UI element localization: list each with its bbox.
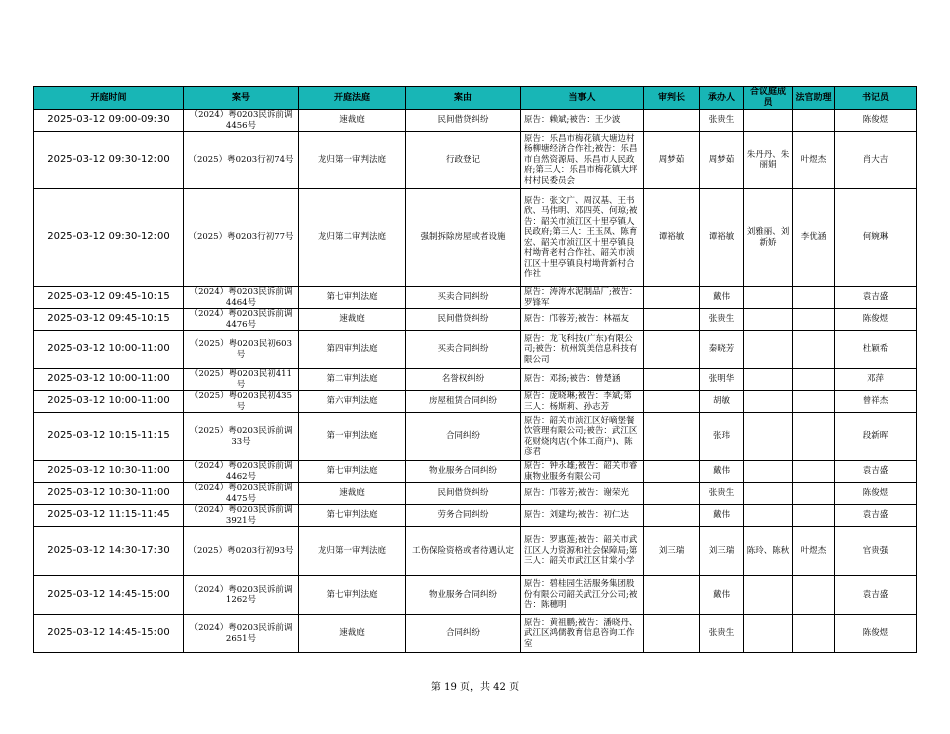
cell-case-no: （2024）粤0203民诉前调4476号: [184, 309, 299, 331]
header-row: [34, 87, 917, 110]
cell-court: 龙归第一审判法庭: [299, 132, 406, 189]
cell-handler: 张贵生: [700, 309, 744, 331]
table-row: [34, 391, 917, 413]
cell-assistant: [793, 505, 835, 527]
header-parties: 当事人: [521, 87, 644, 110]
cell-time: 2025-03-12 11:15-11:45: [34, 505, 184, 527]
cell-cause: 买卖合同纠纷: [406, 287, 521, 309]
cell-clerk: 袁吉盛: [835, 287, 917, 309]
cell-clerk: 陈俊煜: [835, 483, 917, 505]
table-row: [34, 576, 917, 615]
cell-handler: 秦晓芳: [700, 331, 744, 369]
cell-panel: [744, 331, 793, 369]
cell-clerk: 陈俊煜: [835, 110, 917, 132]
cell-case-no: （2024）粤0203民诉前调4475号: [184, 483, 299, 505]
cell-parties: 原告：邝蓉芳;被告：林福友: [521, 309, 644, 331]
header-presiding: 审判长: [644, 87, 700, 110]
cell-handler: 张贵生: [700, 615, 744, 653]
table-row: [34, 615, 917, 653]
cell-time: 2025-03-12 10:00-11:00: [34, 369, 184, 391]
cell-handler: 张明华: [700, 369, 744, 391]
cell-parties: 原告：碧桂园生活服务集团股份有限公司韶关武江分公司;被告：陈穗明: [521, 576, 644, 615]
header-assistant: 法官助理: [793, 87, 835, 110]
cell-panel: 刘雅丽、刘新娇: [744, 189, 793, 287]
cell-court: 速裁庭: [299, 615, 406, 653]
cell-handler: 谭裕敏: [700, 189, 744, 287]
cell-court: 第四审判法庭: [299, 331, 406, 369]
cell-presiding: [644, 391, 700, 413]
cell-time: 2025-03-12 10:30-11:00: [34, 461, 184, 483]
cell-assistant: [793, 391, 835, 413]
cell-handler: 戴伟: [700, 576, 744, 615]
cell-cause: 工伤保险资格或者待遇认定: [406, 527, 521, 576]
cell-cause: 民间借贷纠纷: [406, 110, 521, 132]
cell-presiding: [644, 576, 700, 615]
cell-parties: 原告：黄祖鹏;被告：潘晓丹、武江区鸿儒教育信息咨询工作室: [521, 615, 644, 653]
cell-time: 2025-03-12 14:30-17:30: [34, 527, 184, 576]
cell-clerk: 袁吉盛: [835, 505, 917, 527]
cell-court: 龙归第一审判法庭: [299, 527, 406, 576]
cell-cause: 合同纠纷: [406, 615, 521, 653]
cell-court: 第六审判法庭: [299, 391, 406, 413]
cell-parties: 原告：庞晓琳;被告：李斌;第三人：杨斯莉、孙志芳: [521, 391, 644, 413]
table-row: [34, 287, 917, 309]
cell-presiding: [644, 110, 700, 132]
cell-time: 2025-03-12 10:00-11:00: [34, 391, 184, 413]
cell-time: 2025-03-12 09:45-10:15: [34, 309, 184, 331]
cell-court: 速裁庭: [299, 483, 406, 505]
cell-assistant: [793, 309, 835, 331]
cell-cause: 民间借贷纠纷: [406, 483, 521, 505]
cell-time: 2025-03-12 10:00-11:00: [34, 331, 184, 369]
header-time: 开庭时间: [34, 87, 184, 110]
cell-presiding: [644, 331, 700, 369]
cell-clerk: 曾祥杰: [835, 391, 917, 413]
cell-case-no: （2024）粤0203民诉前调4464号: [184, 287, 299, 309]
cell-panel: [744, 413, 793, 461]
table-row: [34, 505, 917, 527]
header-panel: 合议庭成员: [744, 87, 793, 110]
cell-cause: 强制拆除房屋或者设施: [406, 189, 521, 287]
cell-presiding: [644, 461, 700, 483]
cell-assistant: [793, 615, 835, 653]
cell-panel: [744, 369, 793, 391]
header-case-no: 案号: [184, 87, 299, 110]
cell-handler: 刘三瑞: [700, 527, 744, 576]
cell-case-no: （2025）粤0203行初77号: [184, 189, 299, 287]
cell-panel: [744, 287, 793, 309]
page-footer: 第 19 页，共 42 页: [430, 682, 520, 693]
cell-case-no: （2024）粤0203民诉前调3921号: [184, 505, 299, 527]
cell-presiding: 刘三瑞: [644, 527, 700, 576]
cell-handler: 张玮: [700, 413, 744, 461]
header-handler: 承办人: [700, 87, 744, 110]
cell-time: 2025-03-12 10:15-11:15: [34, 413, 184, 461]
header-cause: 案由: [406, 87, 521, 110]
cell-clerk: 杜颖希: [835, 331, 917, 369]
cell-court: 第二审判法庭: [299, 369, 406, 391]
cell-clerk: 何婉琳: [835, 189, 917, 287]
cell-handler: 胡敏: [700, 391, 744, 413]
cell-case-no: （2025）粤0203行初93号: [184, 527, 299, 576]
cell-court: 第七审判法庭: [299, 461, 406, 483]
cell-clerk: 官贵强: [835, 527, 917, 576]
cell-assistant: [793, 413, 835, 461]
hearing-schedule-table: [33, 86, 917, 653]
table-row: [34, 527, 917, 576]
cell-assistant: 李优涵: [793, 189, 835, 287]
cell-time: 2025-03-12 14:45-15:00: [34, 576, 184, 615]
cell-assistant: [793, 369, 835, 391]
cell-case-no: （2025）粤0203民诉前调33号: [184, 413, 299, 461]
cell-panel: [744, 505, 793, 527]
cell-parties: 原告：龙飞科技(广东)有限公司;被告：杭州筑美信息科技有限公司: [521, 331, 644, 369]
cell-case-no: （2024）粤0203民诉前调1262号: [184, 576, 299, 615]
cell-parties: 原告：乐昌市梅花镇大塘边村杨柳塘经济合作社;被告：乐昌市自然资源局、乐昌市人民政府;第三人：乐昌市梅花镇大坪村村民委员会: [521, 132, 644, 189]
cell-time: 2025-03-12 14:45-15:00: [34, 615, 184, 653]
cell-court: 第一审判法庭: [299, 413, 406, 461]
cell-court: 第七审判法庭: [299, 576, 406, 615]
cell-assistant: 叶煜杰: [793, 527, 835, 576]
cell-assistant: [793, 331, 835, 369]
table-row: [34, 110, 917, 132]
cell-clerk: 邓萍: [835, 369, 917, 391]
header-court: 开庭法庭: [299, 87, 406, 110]
table-row: [34, 331, 917, 369]
cell-cause: 房屋租赁合同纠纷: [406, 391, 521, 413]
cell-panel: [744, 576, 793, 615]
header-clerk: 书记员: [835, 87, 917, 110]
cell-handler: 戴伟: [700, 461, 744, 483]
cell-cause: 物业服务合同纠纷: [406, 576, 521, 615]
cell-handler: 周梦茹: [700, 132, 744, 189]
cell-clerk: 段新晖: [835, 413, 917, 461]
cell-panel: [744, 110, 793, 132]
cell-assistant: [793, 576, 835, 615]
table-row: [34, 309, 917, 331]
cell-case-no: （2025）粤0203行初74号: [184, 132, 299, 189]
cell-presiding: [644, 369, 700, 391]
cell-court: 速裁庭: [299, 309, 406, 331]
cell-assistant: 叶煜杰: [793, 132, 835, 189]
cell-assistant: [793, 287, 835, 309]
cell-case-no: （2024）粤0203民诉前调2651号: [184, 615, 299, 653]
cell-parties: 原告：赖斌;被告：王少波: [521, 110, 644, 132]
cell-presiding: [644, 615, 700, 653]
cell-case-no: （2025）粤0203民初603号: [184, 331, 299, 369]
cell-clerk: 袁吉盛: [835, 461, 917, 483]
cell-presiding: 周梦茹: [644, 132, 700, 189]
cell-court: 第七审判法庭: [299, 505, 406, 527]
cell-court: 龙归第二审判法庭: [299, 189, 406, 287]
cell-time: 2025-03-12 09:00-09:30: [34, 110, 184, 132]
cell-clerk: 陈俊煜: [835, 309, 917, 331]
cell-panel: 朱丹丹、朱丽娟: [744, 132, 793, 189]
cell-presiding: [644, 413, 700, 461]
cell-panel: [744, 615, 793, 653]
cell-assistant: [793, 483, 835, 505]
cell-parties: 原告：韶关市浈江区好嘀堡餐饮管理有限公司;被告：武江区花财烧肉店(个体工商户)、陈彦君: [521, 413, 644, 461]
cell-panel: [744, 309, 793, 331]
cell-panel: [744, 461, 793, 483]
cell-cause: 物业服务合同纠纷: [406, 461, 521, 483]
cell-cause: 民间借贷纠纷: [406, 309, 521, 331]
cell-case-no: （2025）粤0203民初435号: [184, 391, 299, 413]
cell-parties: 原告：涛涛水泥制品厂;被告：罗锋军: [521, 287, 644, 309]
cell-clerk: 袁吉盛: [835, 576, 917, 615]
cell-time: 2025-03-12 09:30-12:00: [34, 132, 184, 189]
table-row: [34, 189, 917, 287]
table-row: [34, 132, 917, 189]
table-body: [34, 110, 917, 653]
table-row: [34, 413, 917, 461]
table-row: [34, 369, 917, 391]
cell-time: 2025-03-12 09:45-10:15: [34, 287, 184, 309]
cell-case-no: （2025）粤0203民初411号: [184, 369, 299, 391]
table-row: [34, 483, 917, 505]
cell-presiding: [644, 505, 700, 527]
cell-case-no: （2024）粤0203民诉前调4456号: [184, 110, 299, 132]
cell-cause: 劳务合同纠纷: [406, 505, 521, 527]
cell-cause: 行政登记: [406, 132, 521, 189]
cell-case-no: （2024）粤0203民诉前调4462号: [184, 461, 299, 483]
cell-handler: 戴伟: [700, 287, 744, 309]
cell-panel: 陈玲、陈秋: [744, 527, 793, 576]
cell-handler: 戴伟: [700, 505, 744, 527]
cell-assistant: [793, 110, 835, 132]
cell-court: 速裁庭: [299, 110, 406, 132]
table-row: [34, 461, 917, 483]
cell-parties: 原告：罗惠莲;被告：韶关市武江区人力资源和社会保障局;第三人：韶关市武江区甘棠小学: [521, 527, 644, 576]
cell-court: 第七审判法庭: [299, 287, 406, 309]
cell-handler: 张贵生: [700, 110, 744, 132]
cell-time: 2025-03-12 09:30-12:00: [34, 189, 184, 287]
cell-presiding: [644, 483, 700, 505]
cell-parties: 原告：邝蓉芳;被告：谢荣光: [521, 483, 644, 505]
cell-presiding: [644, 309, 700, 331]
cell-presiding: [644, 287, 700, 309]
cell-panel: [744, 391, 793, 413]
cell-clerk: 肖大吉: [835, 132, 917, 189]
cell-cause: 名誉权纠纷: [406, 369, 521, 391]
cell-time: 2025-03-12 10:30-11:00: [34, 483, 184, 505]
cell-parties: 原告：张文广、周汉基、王书欣、马伟明、邓四英、何琼;被告：韶关市浈江区十里亭镇人民政府;第三人：王玉凤、陈育宏、韶关市浈江区十里亭镇良村坳背老村合作社、韶关市浈江区十里亭镇良村坳背新村合作社: [521, 189, 644, 287]
cell-parties: 原告：刘建均;被告：初仁达: [521, 505, 644, 527]
cell-clerk: 陈俊煜: [835, 615, 917, 653]
cell-panel: [744, 483, 793, 505]
cell-parties: 原告：邓扬;被告：曾楚涵: [521, 369, 644, 391]
cell-assistant: [793, 461, 835, 483]
cell-cause: 买卖合同纠纷: [406, 331, 521, 369]
cell-cause: 合同纠纷: [406, 413, 521, 461]
cell-handler: 张贵生: [700, 483, 744, 505]
cell-presiding: 谭裕敏: [644, 189, 700, 287]
cell-parties: 原告：钟永雄;被告：韶关市睿康物业服务有限公司: [521, 461, 644, 483]
